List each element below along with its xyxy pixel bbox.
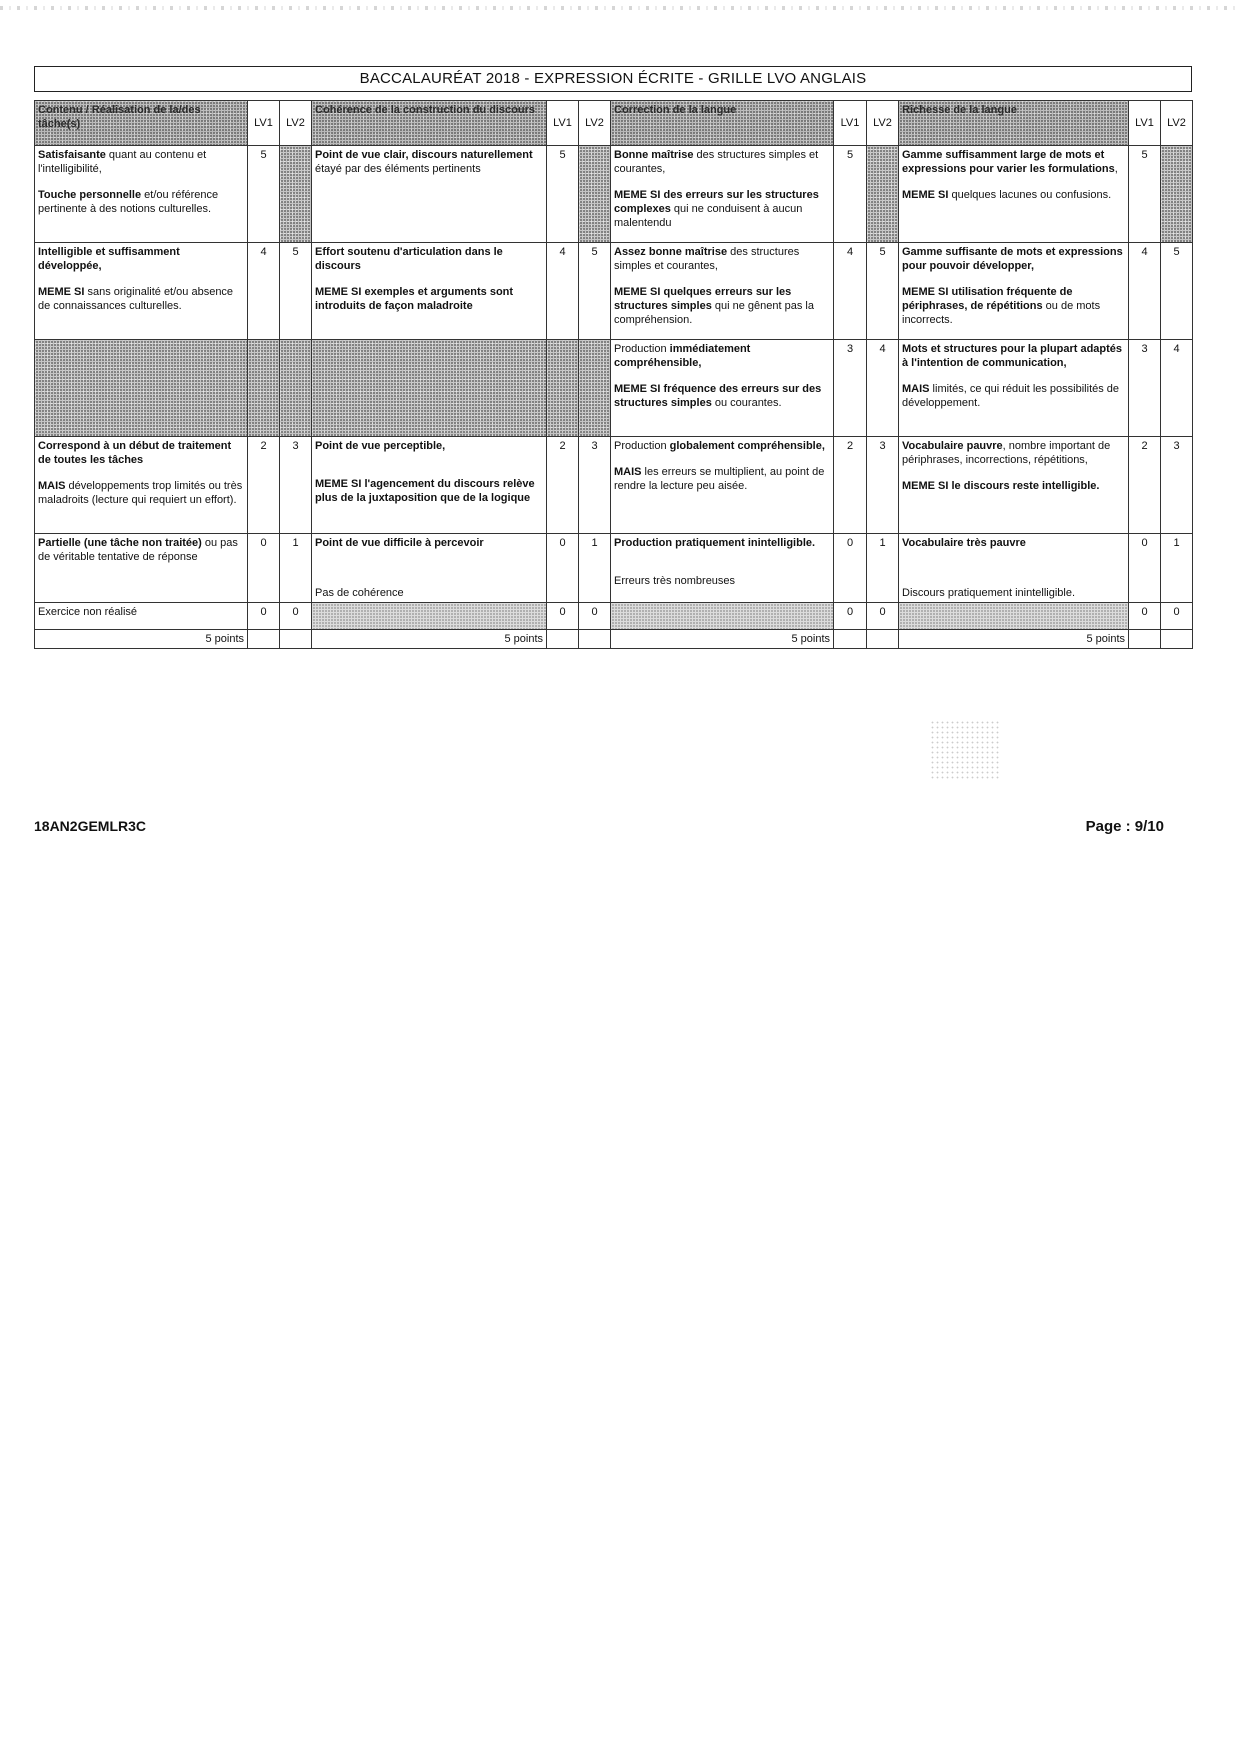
score-lv2: 1 (1161, 534, 1193, 603)
score-lv1: 0 (1129, 603, 1161, 630)
score-lv1: 2 (248, 437, 280, 534)
score-lv1: 4 (1129, 243, 1161, 340)
score-lv1: 0 (834, 603, 867, 630)
points-total: 5 points (312, 630, 547, 649)
score-lv2: 4 (867, 340, 899, 437)
header-richesse: Richesse de la langue (899, 101, 1129, 146)
shaded-cell (35, 340, 248, 437)
criteria-cell: Gamme suffisante de mots et expressions pour pouvoir développer, MEME SI utilisation fréquente de périphrases, de répétitions ou de mots incorrects. (899, 243, 1129, 340)
shaded-cell (248, 340, 280, 437)
score-lv1: 3 (1129, 340, 1161, 437)
score-lv2: 4 (1161, 340, 1193, 437)
document-code: 18AN2GEMLR3C (34, 818, 147, 834)
criteria-cell: Partielle (une tâche non traitée) ou pas de véritable tentative de réponse (35, 534, 248, 603)
criteria-cell: Point de vue clair, discours naturellement étayé par des éléments pertinents (312, 146, 547, 243)
shaded-cell (312, 603, 547, 630)
points-total: 5 points (611, 630, 834, 649)
table-row (35, 534, 1193, 603)
header-lv2: LV2 (1161, 101, 1193, 146)
score-lv2: 3 (1161, 437, 1193, 534)
criteria-cell: Point de vue difficile à percevoir Pas de cohérence (312, 534, 547, 603)
criteria-cell: Bonne maîtrise des structures simples et courantes, MEME SI des erreurs sur les structures complexes qui ne conduisent à aucun malentendu (611, 146, 834, 243)
table-row (35, 603, 1193, 630)
score-lv2: 1 (867, 534, 899, 603)
score-lv1: 2 (1129, 437, 1161, 534)
score-lv1: 0 (547, 534, 579, 603)
score-lv1: 5 (547, 146, 579, 243)
criteria-cell: Vocabulaire très pauvre Discours pratiquement inintelligible. (899, 534, 1129, 603)
shaded-cell (312, 340, 547, 437)
empty-cell (1129, 630, 1161, 649)
score-lv1: 0 (248, 603, 280, 630)
score-lv1: 5 (248, 146, 280, 243)
score-lv2: 3 (579, 437, 611, 534)
score-lv1: 2 (547, 437, 579, 534)
score-lv1: 2 (834, 437, 867, 534)
header-lv1: LV1 (547, 101, 579, 146)
table-row (35, 243, 1193, 340)
score-lv1: 0 (547, 603, 579, 630)
criteria-cell: Assez bonne maîtrise des structures simples et courantes, MEME SI quelques erreurs sur les structures simples qui ne gênent pas la compréhension. (611, 243, 834, 340)
score-lv2: 0 (280, 603, 312, 630)
empty-cell (248, 630, 280, 649)
score-lv1: 0 (1129, 534, 1161, 603)
shaded-cell (547, 340, 579, 437)
page-title: BACCALAURÉAT 2018 - EXPRESSION ÉCRITE - GRILLE LVO ANGLAIS (34, 66, 1192, 92)
empty-cell (547, 630, 579, 649)
score-lv2: 0 (1161, 603, 1193, 630)
table-row (35, 437, 1193, 534)
header-row (35, 101, 1193, 146)
score-lv2: 5 (1161, 243, 1193, 340)
header-lv1: LV1 (834, 101, 867, 146)
score-lv1: 0 (248, 534, 280, 603)
criteria-cell: Gamme suffisamment large de mots et expressions pour varier les formulations, MEME SI quelques lacunes ou confusions. (899, 146, 1129, 243)
score-lv1: 3 (834, 340, 867, 437)
shaded-cell (579, 340, 611, 437)
header-contenu: Contenu / Réalisation de la/des tâche(s) (35, 101, 248, 146)
grading-grid (34, 100, 1193, 649)
shaded-cell (867, 146, 899, 243)
criteria-cell: Satisfaisante quant au contenu et l'intelligibilité, Touche personnelle et/ou référence pertinente à des notions culturelles. (35, 146, 248, 243)
empty-cell (1161, 630, 1193, 649)
criteria-cell: Production globalement compréhensible, MAIS les erreurs se multiplient, au point de rendre la lecture peu aisée. (611, 437, 834, 534)
score-lv2: 3 (280, 437, 312, 534)
shaded-cell (899, 603, 1129, 630)
criteria-cell: Effort soutenu d'articulation dans le discours MEME SI exemples et arguments sont introduits de façon maladroite (312, 243, 547, 340)
score-lv1: 5 (1129, 146, 1161, 243)
empty-cell (280, 630, 312, 649)
table-row (35, 146, 1193, 243)
score-lv2: 0 (579, 603, 611, 630)
score-lv2: 0 (867, 603, 899, 630)
table-row (35, 340, 1193, 437)
score-lv2: 3 (867, 437, 899, 534)
score-lv2: 1 (579, 534, 611, 603)
scan-noise (0, 6, 1240, 10)
shaded-cell (579, 146, 611, 243)
score-lv2: 5 (579, 243, 611, 340)
criteria-cell: Exercice non réalisé (35, 603, 248, 630)
score-lv1: 4 (547, 243, 579, 340)
score-lv1: 5 (834, 146, 867, 243)
shaded-cell (1161, 146, 1193, 243)
points-total: 5 points (35, 630, 248, 649)
grading-sheet (34, 66, 1192, 649)
header-lv2: LV2 (867, 101, 899, 146)
header-lv2: LV2 (579, 101, 611, 146)
score-lv1: 4 (834, 243, 867, 340)
criteria-cell: Intelligible et suffisamment développée, MEME SI sans originalité et/ou absence de connaissances culturelles. (35, 243, 248, 340)
criteria-cell: Production pratiquement inintelligible. Erreurs très nombreuses (611, 534, 834, 603)
scan-speckle (930, 720, 1000, 780)
shaded-cell (280, 340, 312, 437)
header-coherence: Cohérence de la construction du discours (312, 101, 547, 146)
score-lv2: 5 (867, 243, 899, 340)
empty-cell (867, 630, 899, 649)
score-lv2: 1 (280, 534, 312, 603)
header-lv1: LV1 (1129, 101, 1161, 146)
shaded-cell (611, 603, 834, 630)
page-number: Page : 9/10 (1085, 818, 1164, 835)
score-lv1: 0 (834, 534, 867, 603)
criteria-cell: Vocabulaire pauvre, nombre important de périphrases, incorrections, répétitions, MEME SI le discours reste intelligible. (899, 437, 1129, 534)
empty-cell (834, 630, 867, 649)
criteria-cell: Correspond à un début de traitement de toutes les tâches MAIS développements trop limités ou très maladroits (lecture qui requiert un effort). (35, 437, 248, 534)
score-lv1: 4 (248, 243, 280, 340)
shaded-cell (280, 146, 312, 243)
score-lv2: 5 (280, 243, 312, 340)
criteria-cell: Production immédiatement compréhensible, MEME SI fréquence des erreurs sur des structures simples ou courantes. (611, 340, 834, 437)
header-correction: Correction de la langue (611, 101, 834, 146)
points-row (35, 630, 1193, 649)
empty-cell (579, 630, 611, 649)
criteria-cell: Mots et structures pour la plupart adaptés à l'intention de communication, MAIS limités, ce qui réduit les possibilités de développement. (899, 340, 1129, 437)
points-total: 5 points (899, 630, 1129, 649)
header-lv2: LV2 (280, 101, 312, 146)
header-lv1: LV1 (248, 101, 280, 146)
criteria-cell: Point de vue perceptible, MEME SI l'agencement du discours relève plus de la juxtaposition que de la logique (312, 437, 547, 534)
